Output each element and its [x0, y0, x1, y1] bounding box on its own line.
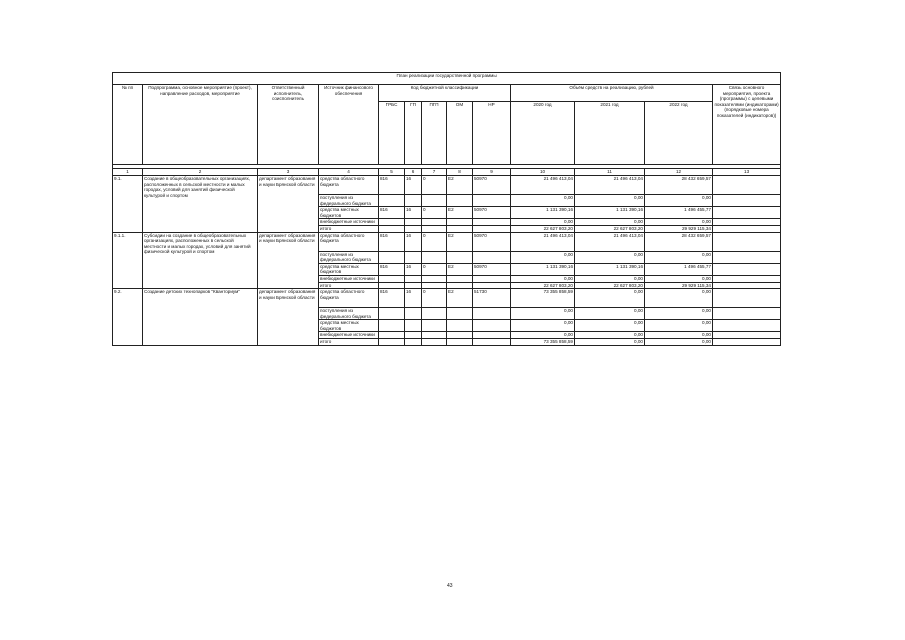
- funding-source: средства областного бюджета: [319, 289, 379, 308]
- header-responsible: Ответственный исполнитель, соисполнитель: [258, 85, 319, 165]
- header-nr: НР: [473, 102, 511, 165]
- code-pgp: 0: [422, 176, 447, 195]
- code-pgp: [422, 195, 447, 207]
- code-nr: [473, 195, 511, 207]
- amount-2021: 22 627 803,20: [575, 226, 645, 233]
- funding-source: внебюджетные источники: [319, 219, 379, 226]
- indicator-link: [713, 207, 781, 219]
- funding-source: внебюджетные источники: [319, 275, 379, 282]
- header-gp: ГП: [405, 102, 422, 165]
- column-number: 6: [405, 169, 422, 176]
- code-gp: 16: [405, 289, 422, 308]
- funding-source: средства местных бюджетов: [319, 320, 379, 332]
- indicator-link: [713, 251, 781, 263]
- code-grbs: 816: [379, 232, 405, 251]
- amount-2021: 0,00: [575, 308, 645, 320]
- header-name: Подпрограмма, основное мероприятие (проект), направление расходов, мероприятие: [143, 85, 258, 165]
- code-gp: [405, 308, 422, 320]
- code-gp: 16: [405, 263, 422, 275]
- funding-source: итого: [319, 226, 379, 233]
- funding-source: внебюджетные источники: [319, 332, 379, 339]
- code-gp: 16: [405, 176, 422, 195]
- amount-2020: 22 627 803,20: [511, 226, 575, 233]
- indicator-link: [713, 289, 781, 308]
- header-pgp: ПГП: [422, 102, 447, 165]
- indicator-link: [713, 339, 781, 346]
- column-number: 5: [379, 169, 405, 176]
- code-nr: [473, 251, 511, 263]
- column-number: 7: [422, 169, 447, 176]
- code-nr: [473, 308, 511, 320]
- code-grbs: [379, 219, 405, 226]
- code-grbs: 816: [379, 207, 405, 219]
- indicator-link: [713, 232, 781, 251]
- amount-2020: 73 355 858,59: [511, 289, 575, 308]
- code-nr: [473, 275, 511, 282]
- code-pgp: [422, 308, 447, 320]
- column-number: 2: [143, 169, 258, 176]
- indicator-link: [713, 308, 781, 320]
- amount-2022: 0,00: [645, 339, 713, 346]
- amount-2021: 0,00: [575, 320, 645, 332]
- code-nr: 50970: [473, 232, 511, 251]
- column-number: 8: [447, 169, 473, 176]
- column-number-row: [113, 169, 781, 176]
- code-pgp: [422, 339, 447, 346]
- funding-source: средства местных бюджетов: [319, 207, 379, 219]
- amount-2020: 0,00: [511, 195, 575, 207]
- funding-source: поступления из федерального бюджета: [319, 308, 379, 320]
- amount-2020: 73 355 858,59: [511, 339, 575, 346]
- code-om: [447, 219, 473, 226]
- amount-2020: 1 131 390,16: [511, 207, 575, 219]
- code-pgp: 0: [422, 289, 447, 308]
- code-gp: [405, 251, 422, 263]
- amount-2022: 1 496 455,77: [645, 207, 713, 219]
- column-number: 13: [713, 169, 781, 176]
- amount-2022: 0,00: [645, 332, 713, 339]
- code-om: Е2: [447, 289, 473, 308]
- code-pgp: [422, 320, 447, 332]
- indicator-link: [713, 176, 781, 195]
- header-source: Источник финансового обеспечения: [319, 85, 379, 165]
- amount-2022: 29 929 115,34: [645, 282, 713, 289]
- code-pgp: [422, 251, 447, 263]
- indicator-link: [713, 332, 781, 339]
- code-gp: [405, 195, 422, 207]
- code-gp: 16: [405, 207, 422, 219]
- funding-source: итого: [319, 282, 379, 289]
- header-no: № пп: [113, 85, 143, 165]
- code-gp: [405, 332, 422, 339]
- code-grbs: [379, 339, 405, 346]
- amount-2021: 0,00: [575, 275, 645, 282]
- code-pgp: 0: [422, 263, 447, 275]
- header-year-2022: 2022 год: [645, 102, 713, 165]
- amount-2022: 29 929 115,34: [645, 226, 713, 233]
- code-grbs: 816: [379, 263, 405, 275]
- funding-source: поступления из федерального бюджета: [319, 195, 379, 207]
- amount-2022: 0,00: [645, 251, 713, 263]
- amount-2021: 21 496 413,04: [575, 232, 645, 251]
- measure-name: Создание в общеобразовательных организациях, расположенных в сельской местности и малых городах, условий для занятий физической культурой и спортом: [143, 176, 258, 233]
- funding-source: итого: [319, 339, 379, 346]
- amount-2020: 0,00: [511, 320, 575, 332]
- amount-2021: 0,00: [575, 219, 645, 226]
- amount-2020: 21 496 413,04: [511, 232, 575, 251]
- amount-2020: 22 627 803,20: [511, 282, 575, 289]
- code-om: [447, 320, 473, 332]
- code-grbs: [379, 320, 405, 332]
- amount-2021: 21 496 413,04: [575, 176, 645, 195]
- column-number: 4: [319, 169, 379, 176]
- header-om: ОМ: [447, 102, 473, 165]
- funding-source: средства областного бюджета: [319, 176, 379, 195]
- code-grbs: 816: [379, 176, 405, 195]
- code-om: Е2: [447, 232, 473, 251]
- amount-2020: 0,00: [511, 251, 575, 263]
- column-number: 10: [511, 169, 575, 176]
- amount-2022: 0,00: [645, 308, 713, 320]
- code-gp: [405, 275, 422, 282]
- amount-2021: 0,00: [575, 289, 645, 308]
- row-number: 9.1.: [113, 176, 143, 233]
- code-grbs: [379, 332, 405, 339]
- column-number: 12: [645, 169, 713, 176]
- code-nr: 50970: [473, 176, 511, 195]
- amount-2022: 28 432 659,57: [645, 232, 713, 251]
- code-gp: [405, 219, 422, 226]
- indicator-link: [713, 275, 781, 282]
- amount-2022: 28 432 659,57: [645, 176, 713, 195]
- funding-source: средства местных бюджетов: [319, 263, 379, 275]
- responsible-executor: департамент образования и науки Брянской области: [258, 289, 319, 346]
- row-number: 9.2.: [113, 289, 143, 346]
- plan-sheet: [112, 72, 780, 346]
- amount-2022: 0,00: [645, 275, 713, 282]
- code-om: [447, 251, 473, 263]
- funding-source: поступления из федерального бюджета: [319, 251, 379, 263]
- table-title: План реализации государственной программы: [113, 73, 781, 85]
- table-row: [113, 289, 781, 308]
- amount-2021: 0,00: [575, 339, 645, 346]
- code-nr: [473, 332, 511, 339]
- code-grbs: [379, 195, 405, 207]
- amount-2021: 1 131 390,16: [575, 207, 645, 219]
- header-year-2021: 2021 год: [575, 102, 645, 165]
- header-year-2020: 2020 год: [511, 102, 575, 165]
- amount-2021: 22 627 803,20: [575, 282, 645, 289]
- amount-2022: 0,00: [645, 195, 713, 207]
- funding-source: средства областного бюджета: [319, 232, 379, 251]
- amount-2022: 1 496 455,77: [645, 263, 713, 275]
- code-nr: [473, 320, 511, 332]
- page-number: 43: [447, 583, 453, 589]
- header-volume: Объём средств на реализацию, рублей: [511, 85, 713, 102]
- code-nr: 51730: [473, 289, 511, 308]
- code-nr: [473, 339, 511, 346]
- amount-2020: 21 496 413,04: [511, 176, 575, 195]
- code-grbs: 816: [379, 289, 405, 308]
- amount-2021: 0,00: [575, 332, 645, 339]
- code-pgp: [422, 219, 447, 226]
- code-om: [447, 308, 473, 320]
- measure-name: Создание детских технопарков "Кванториум": [143, 289, 258, 346]
- code-om: Е2: [447, 207, 473, 219]
- code-grbs: [379, 308, 405, 320]
- column-number: 9: [473, 169, 511, 176]
- header-kbk: Код бюджетной классификации: [379, 85, 511, 102]
- amount-2020: 0,00: [511, 275, 575, 282]
- plan-table: [112, 72, 781, 346]
- header-indicator-link: Связь основного мероприятия, проекта (программы) с целевыми показателями (индикаторами) (порядковые номера показателей (индикаторов)): [713, 85, 781, 165]
- amount-2022: 0,00: [645, 320, 713, 332]
- code-om: [447, 275, 473, 282]
- code-om: [447, 195, 473, 207]
- column-number: 1: [113, 169, 143, 176]
- responsible-executor: департамент образования и науки Брянской области: [258, 176, 319, 233]
- code-pgp: [422, 275, 447, 282]
- code-pgp: [422, 332, 447, 339]
- row-number: 9.1.1.: [113, 232, 143, 289]
- code-om: Е2: [447, 176, 473, 195]
- indicator-link: [713, 219, 781, 226]
- code-gp: [405, 339, 422, 346]
- code-nr: [473, 219, 511, 226]
- amount-2022: 0,00: [645, 219, 713, 226]
- amount-2020: 0,00: [511, 219, 575, 226]
- indicator-link: [713, 195, 781, 207]
- column-number: 11: [575, 169, 645, 176]
- code-nr: 50970: [473, 207, 511, 219]
- table-row: [113, 176, 781, 195]
- code-pgp: 0: [422, 207, 447, 219]
- table-row: [113, 232, 781, 251]
- amount-2021: 1 131 390,16: [575, 263, 645, 275]
- code-pgp: 0: [422, 232, 447, 251]
- amount-2021: 0,00: [575, 195, 645, 207]
- code-gp: 16: [405, 232, 422, 251]
- responsible-executor: департамент образования и науки Брянской области: [258, 232, 319, 289]
- indicator-link: [713, 263, 781, 275]
- amount-2020: 0,00: [511, 308, 575, 320]
- code-gp: [405, 320, 422, 332]
- code-om: [447, 332, 473, 339]
- measure-name: Субсидии на создание в общеобразовательных организациях, расположенных в сельской местности и малых городах, условий для занятий физической культурой и спортом: [143, 232, 258, 289]
- code-grbs: [379, 251, 405, 263]
- amount-2022: 0,00: [645, 289, 713, 308]
- code-nr: 50970: [473, 263, 511, 275]
- code-om: [447, 339, 473, 346]
- amount-2020: 1 131 390,16: [511, 263, 575, 275]
- amount-2020: 0,00: [511, 332, 575, 339]
- indicator-link: [713, 320, 781, 332]
- header-grbs: ГРБС: [379, 102, 405, 165]
- amount-2021: 0,00: [575, 251, 645, 263]
- column-number: 3: [258, 169, 319, 176]
- code-om: Е2: [447, 263, 473, 275]
- code-grbs: [379, 275, 405, 282]
